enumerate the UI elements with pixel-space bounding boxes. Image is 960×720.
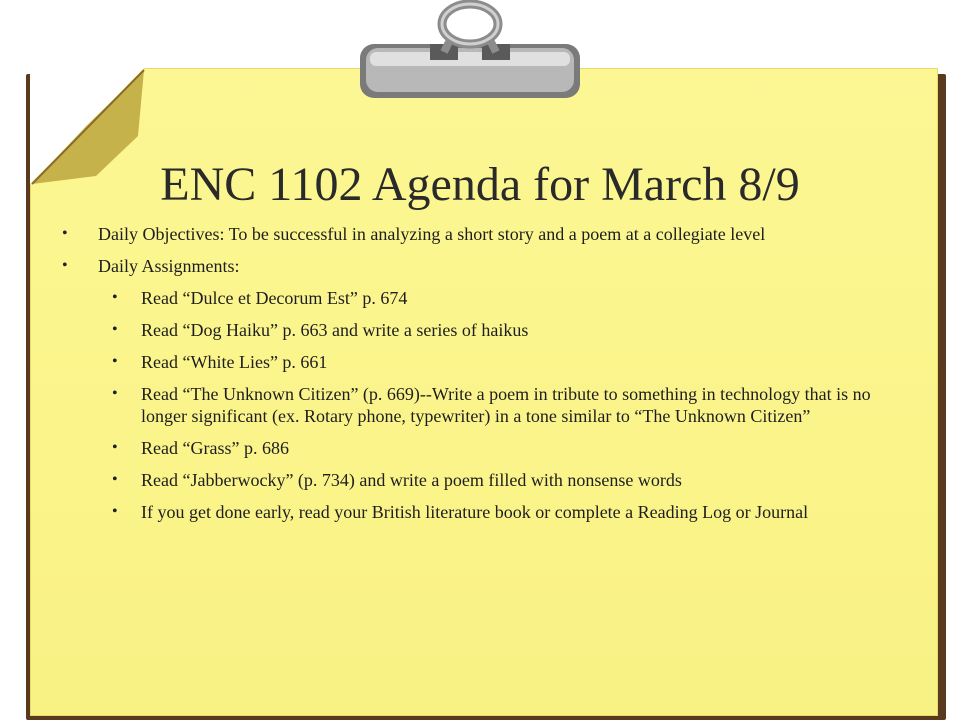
bullet-icon: • — [112, 439, 118, 456]
bullet-icon: • — [112, 503, 118, 520]
agenda-list — [62, 223, 882, 533]
sub-item-text: If you get done early, read your British literature book or complete a Reading Log or Journal — [141, 502, 809, 522]
sub-item — [62, 287, 882, 309]
sub-item-text: Read “Jabberwocky” (p. 734) and write a poem filled with nonsense words — [141, 470, 682, 490]
bullet-icon: • — [112, 385, 118, 402]
bullet-icon: • — [112, 471, 118, 488]
bullet-icon: • — [112, 353, 118, 370]
sub-item — [62, 351, 882, 373]
sub-item-text: Read “White Lies” p. 661 — [141, 352, 328, 372]
sub-item — [62, 501, 882, 523]
sub-item — [62, 437, 882, 459]
list-item-assignments — [62, 255, 882, 277]
slide-title: ENC 1102 Agenda for March 8/9 — [160, 158, 800, 211]
sub-item-text: Read “Dog Haiku” p. 663 and write a series of haikus — [141, 320, 529, 340]
sub-item — [62, 319, 882, 341]
bullet-icon: • — [62, 257, 68, 274]
sub-item-text: Read “Grass” p. 686 — [141, 438, 289, 458]
list-item-text: Daily Objectives: To be successful in analyzing a short story and a poem at a collegiate level — [98, 224, 766, 244]
list-item-text: Daily Assignments: — [98, 256, 240, 276]
sub-item-text: Read “Dulce et Decorum Est” p. 674 — [141, 288, 408, 308]
list-item-objectives — [62, 223, 882, 245]
bullet-icon: • — [112, 289, 118, 306]
sub-item — [62, 383, 882, 427]
sub-item-text: Read “The Unknown Citizen” (p. 669)--Write a poem in tribute to something in technology that is no longer significant (ex. Rotary phone, typewriter) in a tone similar to “The Unknown Citizen” — [141, 384, 871, 426]
bullet-icon: • — [112, 321, 118, 338]
bullet-icon: • — [62, 225, 68, 242]
binder-clip-icon — [340, 0, 600, 110]
sub-item — [62, 469, 882, 491]
